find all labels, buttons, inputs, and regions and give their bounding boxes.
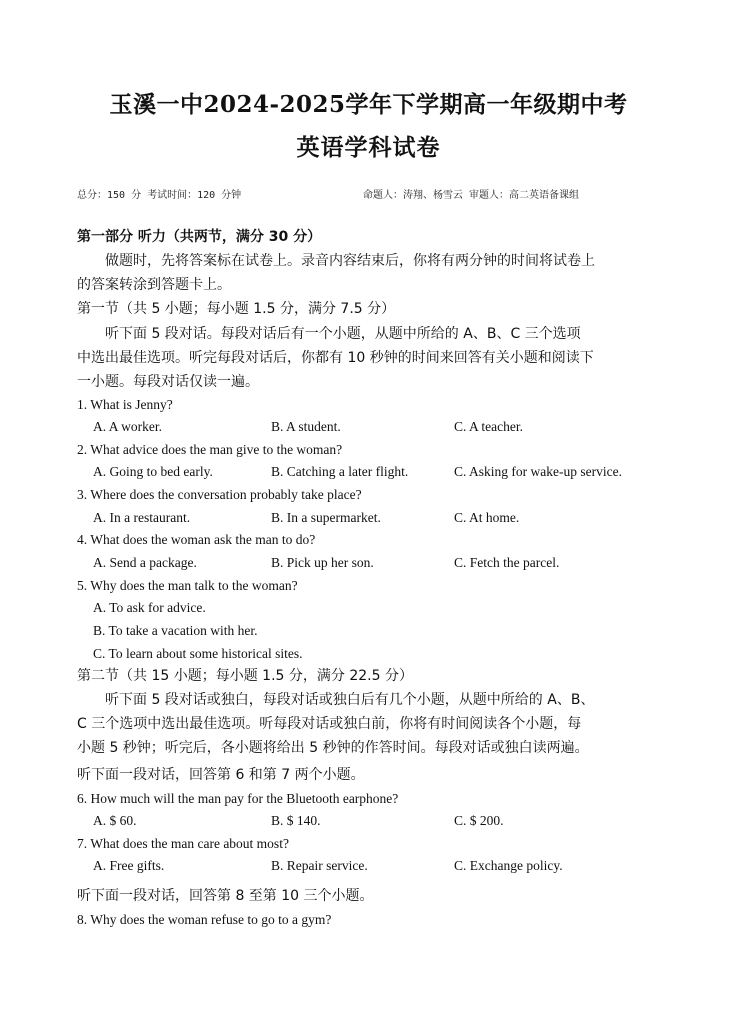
question-4-stem: 4. What does the woman ask the man to do? xyxy=(77,532,316,547)
question-2-option-a: A. Going to bed early. xyxy=(93,464,213,479)
question-2-option-b: B. Catching a later flight. xyxy=(271,464,409,479)
exam-authors: 命题人：涛翔、杨雪云 审题人：高二英语备课组 xyxy=(363,190,580,201)
question-4-option-b: B. Pick up her son. xyxy=(271,555,374,570)
question-1-option-a: A. A worker. xyxy=(93,419,162,434)
section2-instr-line3: 小题 5 秒钟；听完后，各小题将给出 5 秒钟的作答时间。每段对话或独白读两遍。 xyxy=(77,740,589,756)
question-1-option-c: C. A teacher. xyxy=(454,419,523,434)
section1-instr-line3: 一小题。每段对话仅读一遍。 xyxy=(77,374,259,390)
question-4-option-c: C. Fetch the parcel. xyxy=(454,555,560,570)
part1-heading: 第一部分 听力（共两节，满分 30 分） xyxy=(77,229,322,245)
question-5-stem: 5. Why does the man talk to the woman? xyxy=(77,578,298,593)
question-6-stem: 6. How much will the man pay for the Bluetooth earphone? xyxy=(77,791,399,806)
question-2-option-c: C. Asking for wake-up service. xyxy=(454,464,622,479)
exam-score-time: 总分：150 分 考试时间：120 分钟 xyxy=(77,190,242,201)
section1-instr-line1: 听下面 5 段对话。每段对话后有一个小题，从题中所给的 A、B、C 三个选项 xyxy=(105,326,581,342)
question-5-option-c: C. To learn about some historical sites. xyxy=(93,646,303,661)
question-7-option-a: A. Free gifts. xyxy=(93,858,165,873)
question-3-stem: 3. Where does the conversation probably take place? xyxy=(77,487,362,502)
group1-intro: 听下面一段对话，回答第 6 和第 7 两个小题。 xyxy=(77,767,365,783)
exam-title: 玉溪一中2024-2025学年下学期高一年级期中考 xyxy=(109,91,628,118)
question-2-stem: 2. What advice does the man give to the woman? xyxy=(77,442,343,457)
question-1-stem: 1. What is Jenny? xyxy=(77,397,173,412)
section2-instr-line1: 听下面 5 段对话或独白，每段对话或独白后有几个小题，从题中所给的 A、B、 xyxy=(105,692,595,708)
part1-intro-line1: 做题时，先将答案标在试卷上。录音内容结束后，你将有两分钟的时间将试卷上 xyxy=(105,253,595,269)
group2-intro: 听下面一段对话，回答第 8 至第 10 三个小题。 xyxy=(77,888,374,904)
question-7-option-c: C. Exchange policy. xyxy=(454,858,563,873)
question-7-stem: 7. What does the man care about most? xyxy=(77,836,289,851)
question-6-option-c: C. $ 200. xyxy=(454,813,504,828)
section2-instr-line2: C 三个选项中选出最佳选项。听每段对话或独白前，你将有时间阅读各个小题，每 xyxy=(77,716,582,732)
exam-subtitle: 英语学科试卷 xyxy=(296,134,441,161)
question-5-option-a: A. To ask for advice. xyxy=(93,600,206,615)
question-1-option-b: B. A student. xyxy=(271,419,341,434)
question-4-option-a: A. Send a package. xyxy=(93,555,197,570)
question-7-option-b: B. Repair service. xyxy=(271,858,368,873)
part1-intro-line2: 的答案转涂到答题卡上。 xyxy=(77,277,231,293)
section2-heading: 第二节（共 15 小题；每小题 1.5 分，满分 22.5 分） xyxy=(77,668,413,684)
question-6-option-a: A. $ 60. xyxy=(93,813,137,828)
question-6-option-b: B. $ 140. xyxy=(271,813,321,828)
question-3-option-c: C. At home. xyxy=(454,510,520,525)
question-5-option-b: B. To take a vacation with her. xyxy=(93,623,258,638)
question-3-option-a: A. In a restaurant. xyxy=(93,510,191,525)
section1-heading: 第一节（共 5 小题；每小题 1.5 分，满分 7.5 分） xyxy=(77,301,396,317)
question-3-option-b: B. In a supermarket. xyxy=(271,510,381,525)
question-8-stem: 8. Why does the woman refuse to go to a gym? xyxy=(77,912,332,927)
section1-instr-line2: 中选出最佳选项。听完每段对话后，你都有 10 秒钟的时间来回答有关小题和阅读下 xyxy=(77,350,594,366)
